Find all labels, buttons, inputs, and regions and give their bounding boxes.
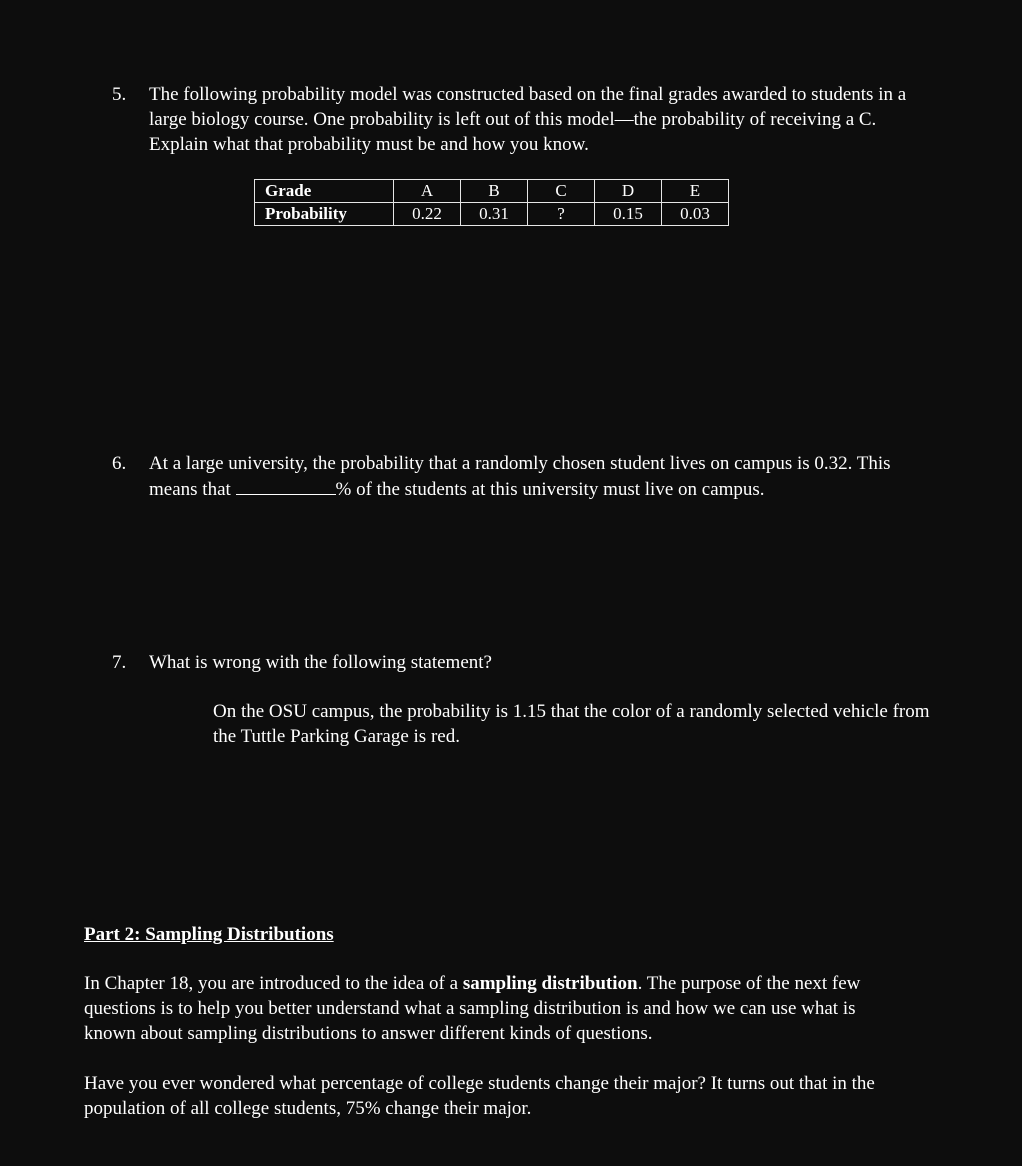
- grade-row: [255, 180, 729, 203]
- probability-cell: 0.03: [662, 203, 729, 226]
- question-7-statement: On the OSU campus, the probability is 1.15 that the color of a randomly selected vehicle from the Tuttle Parking Garage is red.: [213, 701, 930, 747]
- answer-blank[interactable]: [236, 476, 336, 495]
- question-6-text-after: % of the students at this university must live on campus.: [335, 479, 765, 500]
- grade-row-label: Grade: [255, 180, 394, 203]
- question-7-text: What is wrong with the following statement?: [149, 652, 492, 673]
- question-6-text-before: At a large university, the probability that a randomly chosen student lives on campus is 0.32. This means that: [149, 453, 891, 500]
- sampling-distribution-term: sampling distribution: [462, 973, 638, 994]
- question-6-number: 6.: [112, 453, 127, 474]
- part-2-paragraph-2: Have you ever wondered what percentage of college students change their major? It turns out that in the population of all college students, 75% change their major.: [84, 1073, 875, 1119]
- question-5-text: The following probability model was constructed based on the final grades awarded to students in a large biology course. One probability is left out of this model—the probability of receiving a C. Explain what that probability must be and how you know.: [149, 84, 907, 155]
- question-6-text: [149, 451, 922, 502]
- grade-probability-table: [254, 179, 729, 226]
- grade-cell: E: [662, 180, 729, 203]
- part-2-paragraph-1: [84, 971, 904, 1046]
- probability-row-label: Probability: [255, 203, 394, 226]
- part-2-heading: Part 2: Sampling Distributions: [84, 924, 334, 945]
- probability-cell: ?: [528, 203, 595, 226]
- probability-cell: 0.22: [394, 203, 461, 226]
- question-7-number: 7.: [112, 652, 127, 673]
- grade-cell: C: [528, 180, 595, 203]
- question-6: [112, 451, 922, 502]
- probability-row: [255, 203, 729, 226]
- grade-cell: B: [461, 180, 528, 203]
- probability-cell: 0.15: [595, 203, 662, 226]
- grade-cell: D: [595, 180, 662, 203]
- probability-cell: 0.31: [461, 203, 528, 226]
- question-7: [112, 650, 922, 675]
- question-5: [112, 82, 922, 157]
- paragraph-1-before: In Chapter 18, you are introduced to the idea of a: [84, 973, 463, 994]
- paragraph-1-after: . The purpose of the next few questions is to help you better understand what a sampling distribution is and how we can use what is known about sampling distributions to answer different kinds of questions.: [84, 973, 861, 1044]
- grade-cell: A: [394, 180, 461, 203]
- question-5-number: 5.: [112, 84, 127, 105]
